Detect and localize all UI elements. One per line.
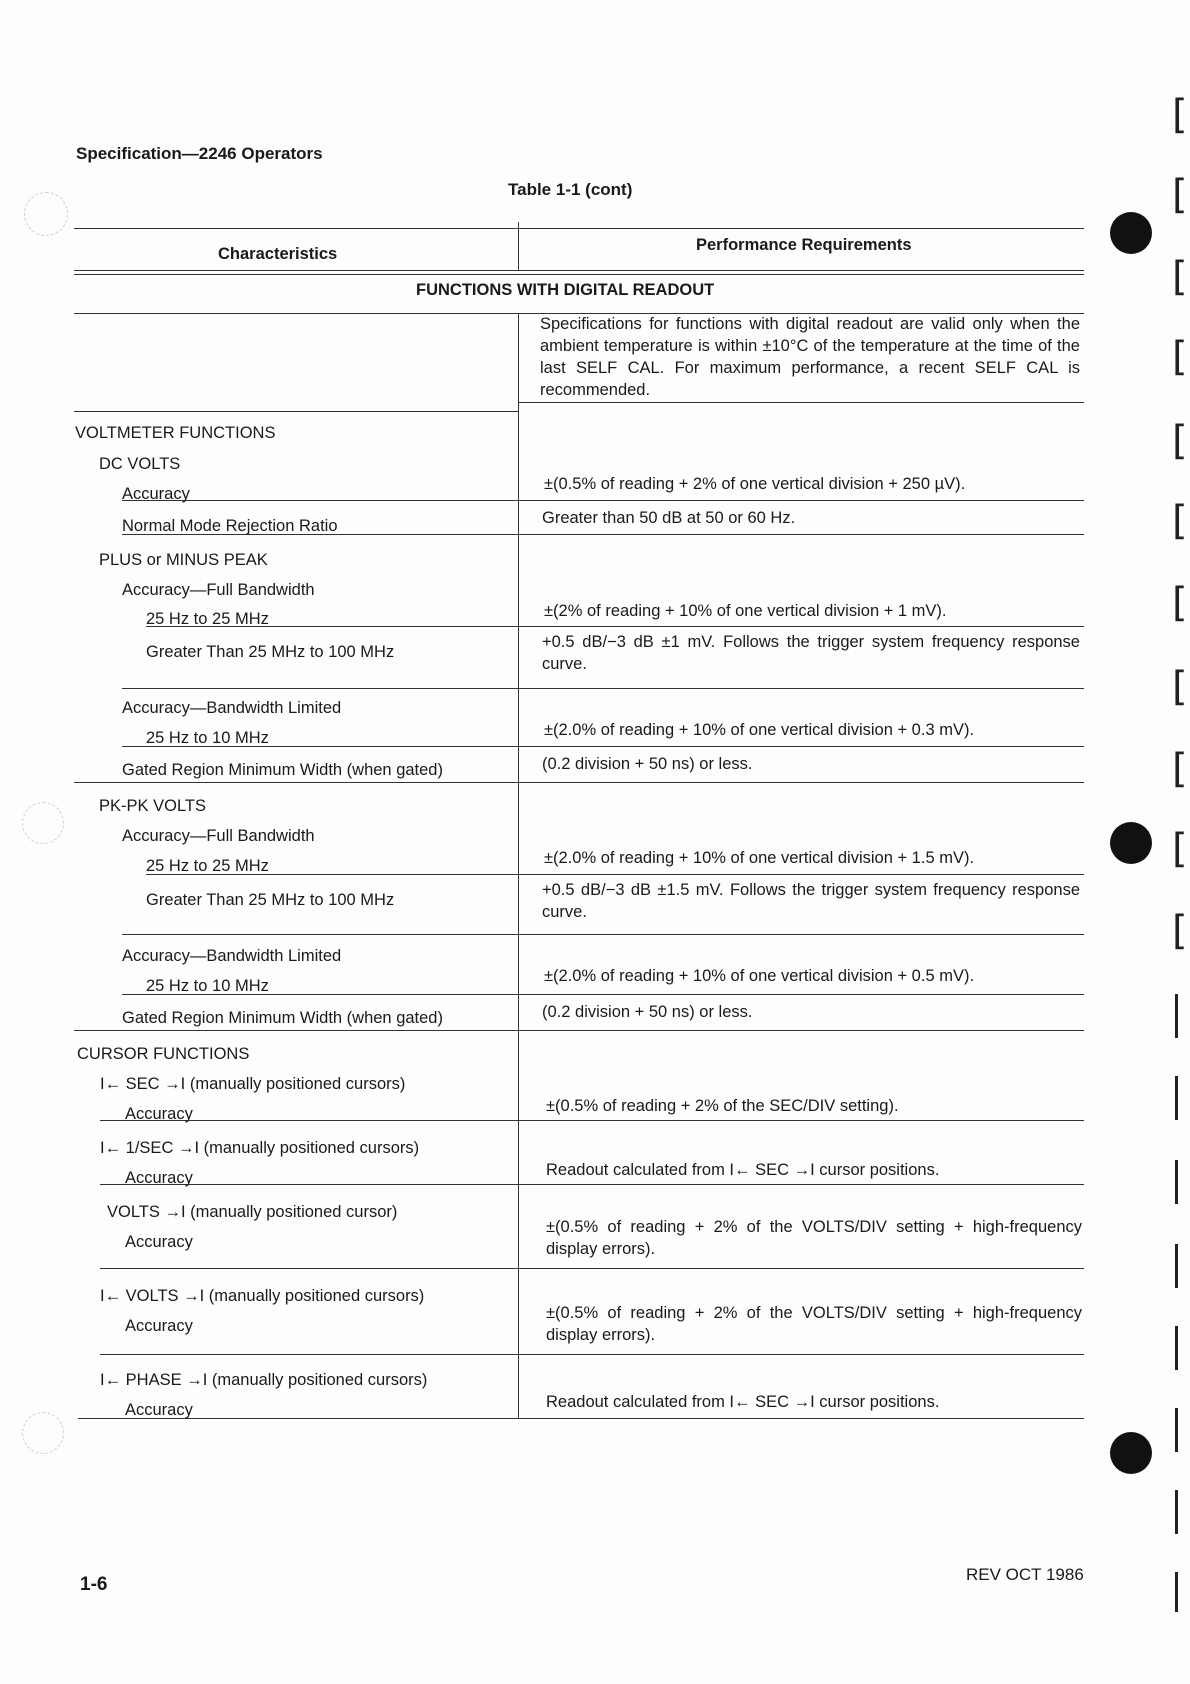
row-value: ±(0.5% of reading + 2% of one vertical division + 250 µV).	[544, 475, 966, 493]
table-rule	[146, 874, 1084, 875]
change-bar: [	[1172, 418, 1188, 464]
change-bar: [	[1172, 334, 1188, 380]
row-label: CURSOR FUNCTIONS	[77, 1045, 250, 1063]
row-value: +0.5 dB/−3 dB ±1.5 mV. Follows the trigger system frequency response curve.	[542, 881, 1080, 921]
table-rule	[74, 1030, 1084, 1031]
row-value: ±(0.5% of reading + 2% of the VOLTS/DIV setting + high-frequency display errors).	[546, 1218, 1082, 1258]
row-label: Accuracy—Full Bandwidth	[122, 581, 315, 599]
change-bar: [	[1172, 908, 1188, 954]
table-rule	[122, 500, 1084, 501]
row-label: I← VOLTS →I (manually positioned cursors)	[100, 1287, 425, 1305]
column-header-characteristics: Characteristics	[218, 245, 338, 263]
change-bar: [	[1172, 664, 1188, 710]
table-rule	[74, 270, 1084, 271]
table-rule	[122, 934, 1084, 935]
binder-hole-outline	[24, 192, 68, 236]
change-bar	[1175, 994, 1178, 1038]
change-bar	[1175, 1244, 1178, 1288]
change-bar	[1175, 1490, 1178, 1534]
change-bar: [	[1172, 746, 1188, 792]
row-value: (0.2 division + 50 ns) or less.	[542, 755, 753, 773]
change-bar	[1175, 1572, 1178, 1612]
row-label: PLUS or MINUS PEAK	[99, 551, 268, 569]
row-label: PK-PK VOLTS	[99, 797, 206, 815]
row-label: 25 Hz to 10 MHz	[146, 977, 269, 995]
row-label: DC VOLTS	[99, 455, 181, 473]
row-label: Gated Region Minimum Width (when gated)	[122, 761, 443, 779]
table-rule	[146, 626, 1084, 627]
change-bar	[1175, 1326, 1178, 1370]
row-label: Greater Than 25 MHz to 100 MHz	[146, 643, 395, 661]
revision-date: REV OCT 1986	[966, 1565, 1084, 1584]
change-bar	[1175, 1408, 1178, 1452]
intro-note: Specifications for functions with digital readout are valid only when the ambient temperature is within ±10°C of the temperature at the time of the last SELF CAL. For maximum performance, a recent SELF CAL is recommended.	[540, 315, 1080, 399]
table-rule	[100, 1120, 1084, 1121]
page-number: 1-6	[80, 1574, 108, 1595]
column-divider	[518, 222, 519, 270]
row-label: VOLTS →I (manually positioned cursor)	[107, 1203, 398, 1221]
binder-hole	[1110, 1432, 1152, 1474]
row-value: Greater than 50 dB at 50 or 60 Hz.	[542, 509, 796, 527]
row-label: I← 1/SEC →I (manually positioned cursors)	[100, 1139, 420, 1157]
row-label: Accuracy—Bandwidth Limited	[122, 947, 342, 965]
row-label: Accuracy	[125, 1233, 193, 1251]
row-value: (0.2 division + 50 ns) or less.	[542, 1003, 753, 1021]
table-rule	[519, 402, 1084, 403]
row-label: Normal Mode Rejection Ratio	[122, 517, 338, 535]
row-label: 25 Hz to 10 MHz	[146, 729, 269, 747]
row-label: VOLTMETER FUNCTIONS	[75, 424, 276, 442]
row-label: I← PHASE →I (manually positioned cursors)	[100, 1371, 428, 1389]
column-header-performance: Performance Requirements	[696, 236, 912, 254]
table-caption: Table 1-1 (cont)	[508, 180, 633, 199]
row-label: 25 Hz to 25 MHz	[146, 857, 269, 875]
row-label: Greater Than 25 MHz to 100 MHz	[146, 891, 395, 909]
binder-hole-outline	[22, 802, 64, 844]
row-label: Accuracy—Full Bandwidth	[122, 827, 315, 845]
row-label: Accuracy	[125, 1317, 193, 1335]
table-rule	[100, 1184, 1084, 1185]
change-bar: [	[1172, 172, 1188, 218]
row-value: ±(2.0% of reading + 10% of one vertical division + 1.5 mV).	[544, 849, 975, 867]
change-bar	[1175, 1076, 1178, 1120]
table-rule	[78, 1418, 1084, 1419]
row-label: I← SEC →I (manually positioned cursors)	[100, 1075, 406, 1093]
row-label: Accuracy	[125, 1105, 193, 1123]
row-value: Readout calculated from I← SEC →I cursor positions.	[546, 1161, 940, 1179]
table-rule	[100, 1268, 1084, 1269]
row-value: ±(0.5% of reading + 2% of the SEC/DIV setting).	[546, 1097, 899, 1115]
row-value: +0.5 dB/−3 dB ±1 mV. Follows the trigger system frequency response curve.	[542, 633, 1080, 673]
change-bar: [	[1172, 254, 1188, 300]
row-label: Accuracy—Bandwidth Limited	[122, 699, 342, 717]
table-rule	[74, 411, 519, 412]
row-label: Accuracy	[125, 1401, 193, 1419]
row-value: ±(2% of reading + 10% of one vertical division + 1 mV).	[544, 602, 947, 620]
row-value: Readout calculated from I← SEC →I cursor positions.	[546, 1393, 940, 1411]
binder-hole-outline	[22, 1412, 64, 1454]
row-label: 25 Hz to 25 MHz	[146, 610, 269, 628]
page-header: Specification—2246 Operators	[76, 144, 323, 163]
section-title: FUNCTIONS WITH DIGITAL READOUT	[416, 281, 715, 299]
table-rule	[74, 274, 1084, 275]
change-bar: [	[1172, 498, 1188, 544]
table-rule	[74, 782, 1084, 783]
change-bar: [	[1172, 580, 1188, 626]
table-rule	[122, 688, 1084, 689]
binder-hole	[1110, 212, 1152, 254]
row-label: Accuracy	[122, 485, 190, 503]
column-divider	[518, 313, 519, 1419]
table-rule	[100, 1354, 1084, 1355]
change-bar: [	[1172, 826, 1188, 872]
row-label: Accuracy	[125, 1169, 193, 1187]
binder-hole	[1110, 822, 1152, 864]
change-bar: [	[1172, 92, 1188, 138]
row-value: ±(2.0% of reading + 10% of one vertical division + 0.3 mV).	[544, 721, 975, 739]
row-value: ±(0.5% of reading + 2% of the VOLTS/DIV setting + high-frequency display errors).	[546, 1304, 1082, 1344]
row-value: ±(2.0% of reading + 10% of one vertical division + 0.5 mV).	[544, 967, 975, 985]
change-bar	[1175, 1160, 1178, 1204]
table-rule	[74, 228, 1084, 229]
row-label: Gated Region Minimum Width (when gated)	[122, 1009, 443, 1027]
